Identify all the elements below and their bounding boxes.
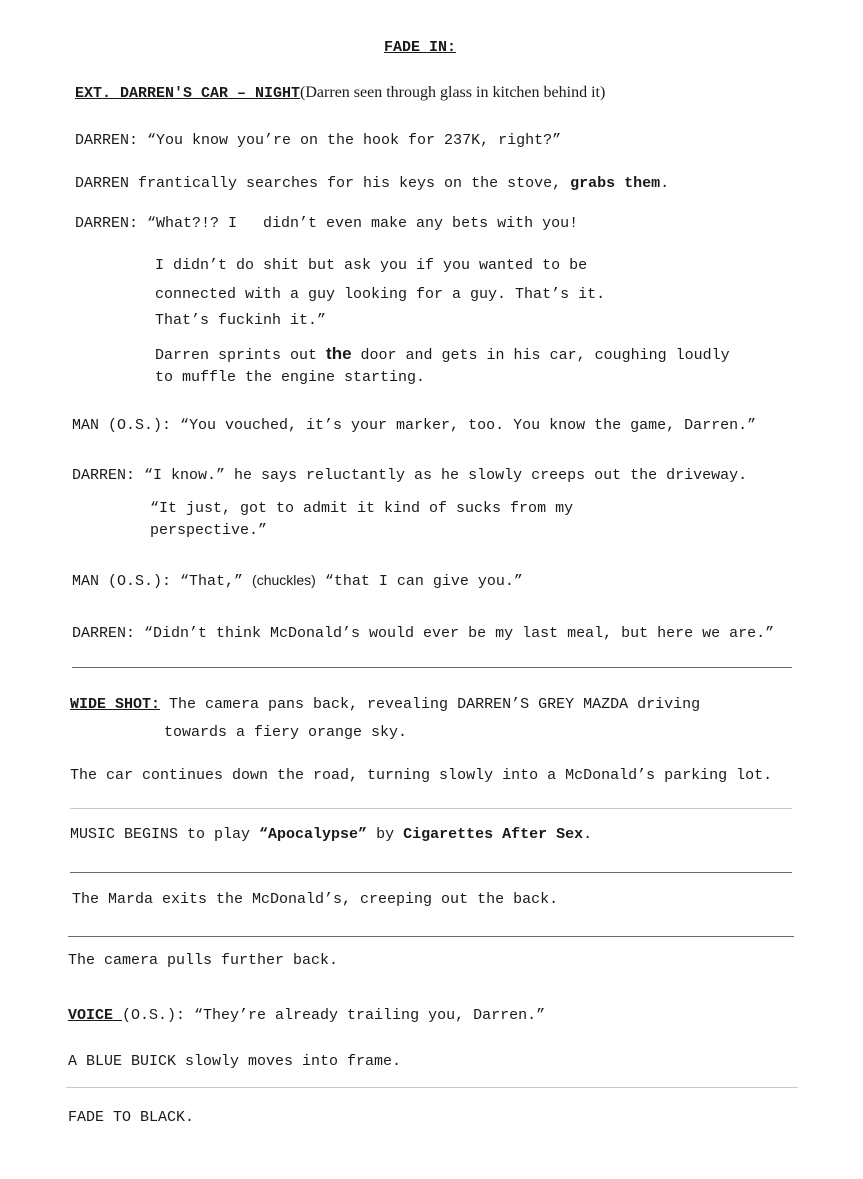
music-cue [70, 825, 592, 845]
action-line: The car continues down the road, turning slowly into a McDonald’s parking lot. [70, 767, 773, 784]
dialogue-line: perspective.” [150, 522, 268, 539]
music-text: MUSIC BEGINS to play [70, 826, 260, 843]
fade-in-heading: FADE IN: [384, 39, 457, 56]
action-text: Darren sprints out [155, 347, 327, 364]
scene-heading [75, 83, 605, 104]
parenthetical: (chuckles) [252, 572, 316, 588]
dialogue-start: DARREN: “What?!? I [75, 215, 238, 232]
fade-out: FADE TO BLACK. [68, 1109, 195, 1126]
dialogue-line: “It just, got to admit it kind of sucks from my [150, 500, 574, 517]
voice-label: VOICE [68, 1007, 123, 1024]
slugline: EXT. DARREN'S CAR – NIGHT [75, 85, 301, 102]
dialogue-end: “that I can give you.” [315, 573, 523, 590]
dialogue-line: DARREN: “Didn’t think McDonald’s would ever be my last meal, but here we are.” [72, 625, 775, 642]
song-title: “Apocalypse” [259, 826, 368, 843]
section-divider [72, 667, 792, 668]
shot-label: WIDE SHOT: [70, 696, 161, 713]
shot-text: The camera pans back, revealing DARREN’S GREY MAZDA driving [160, 696, 701, 713]
dialogue-line [72, 570, 523, 592]
voice-line [68, 1006, 545, 1026]
dialogue-line: I didn’t do shit but ask you if you wanted to be [155, 257, 588, 274]
dialogue-continue: didn’t even make any bets with you! [263, 215, 579, 232]
dialogue-line: DARREN: “You know you’re on the hook for 237K, right?” [75, 132, 562, 149]
action-emphasis: the [326, 344, 352, 363]
action-text: DARREN frantically searches for his keys on the stove, [75, 175, 571, 192]
action-line: The Marda exits the McDonald’s, creeping out the back. [72, 891, 559, 908]
section-divider [70, 808, 792, 809]
dialogue-start: MAN (O.S.): “That,” [72, 573, 253, 590]
dialogue-line [75, 214, 578, 234]
action-line: A BLUE BUICK slowly moves into frame. [68, 1053, 402, 1070]
action-line: to muffle the engine starting. [155, 369, 426, 386]
section-divider [66, 1087, 798, 1088]
music-end: . [583, 826, 593, 843]
action-text-end: door and gets in his car, coughing loudly [351, 347, 730, 364]
voice-text: (O.S.): “They’re already trailing you, Darren.” [122, 1007, 546, 1024]
dialogue-line: connected with a guy looking for a guy. That’s it. [155, 286, 606, 303]
slug-note: (Darren seen through glass in kitchen behind it) [300, 84, 606, 101]
artist-name: Cigarettes After Sex [403, 826, 584, 843]
shot-line-cont: towards a fiery orange sky. [164, 724, 408, 741]
dialogue-line: That’s fuckinh it.” [155, 312, 327, 329]
action-bold: grabs them [570, 175, 661, 192]
music-by: by [367, 826, 404, 843]
action-line [75, 174, 669, 194]
action-end: . [660, 175, 670, 192]
section-divider [70, 872, 792, 873]
dialogue-line: DARREN: “I know.” he says reluctantly as he slowly creeps out the driveway. [72, 467, 748, 484]
dialogue-line: MAN (O.S.): “You vouched, it’s your marker, too. You know the game, Darren.” [72, 417, 757, 434]
action-line [155, 344, 730, 366]
section-divider [68, 936, 794, 937]
action-line: The camera pulls further back. [68, 952, 339, 969]
shot-line [70, 695, 700, 715]
